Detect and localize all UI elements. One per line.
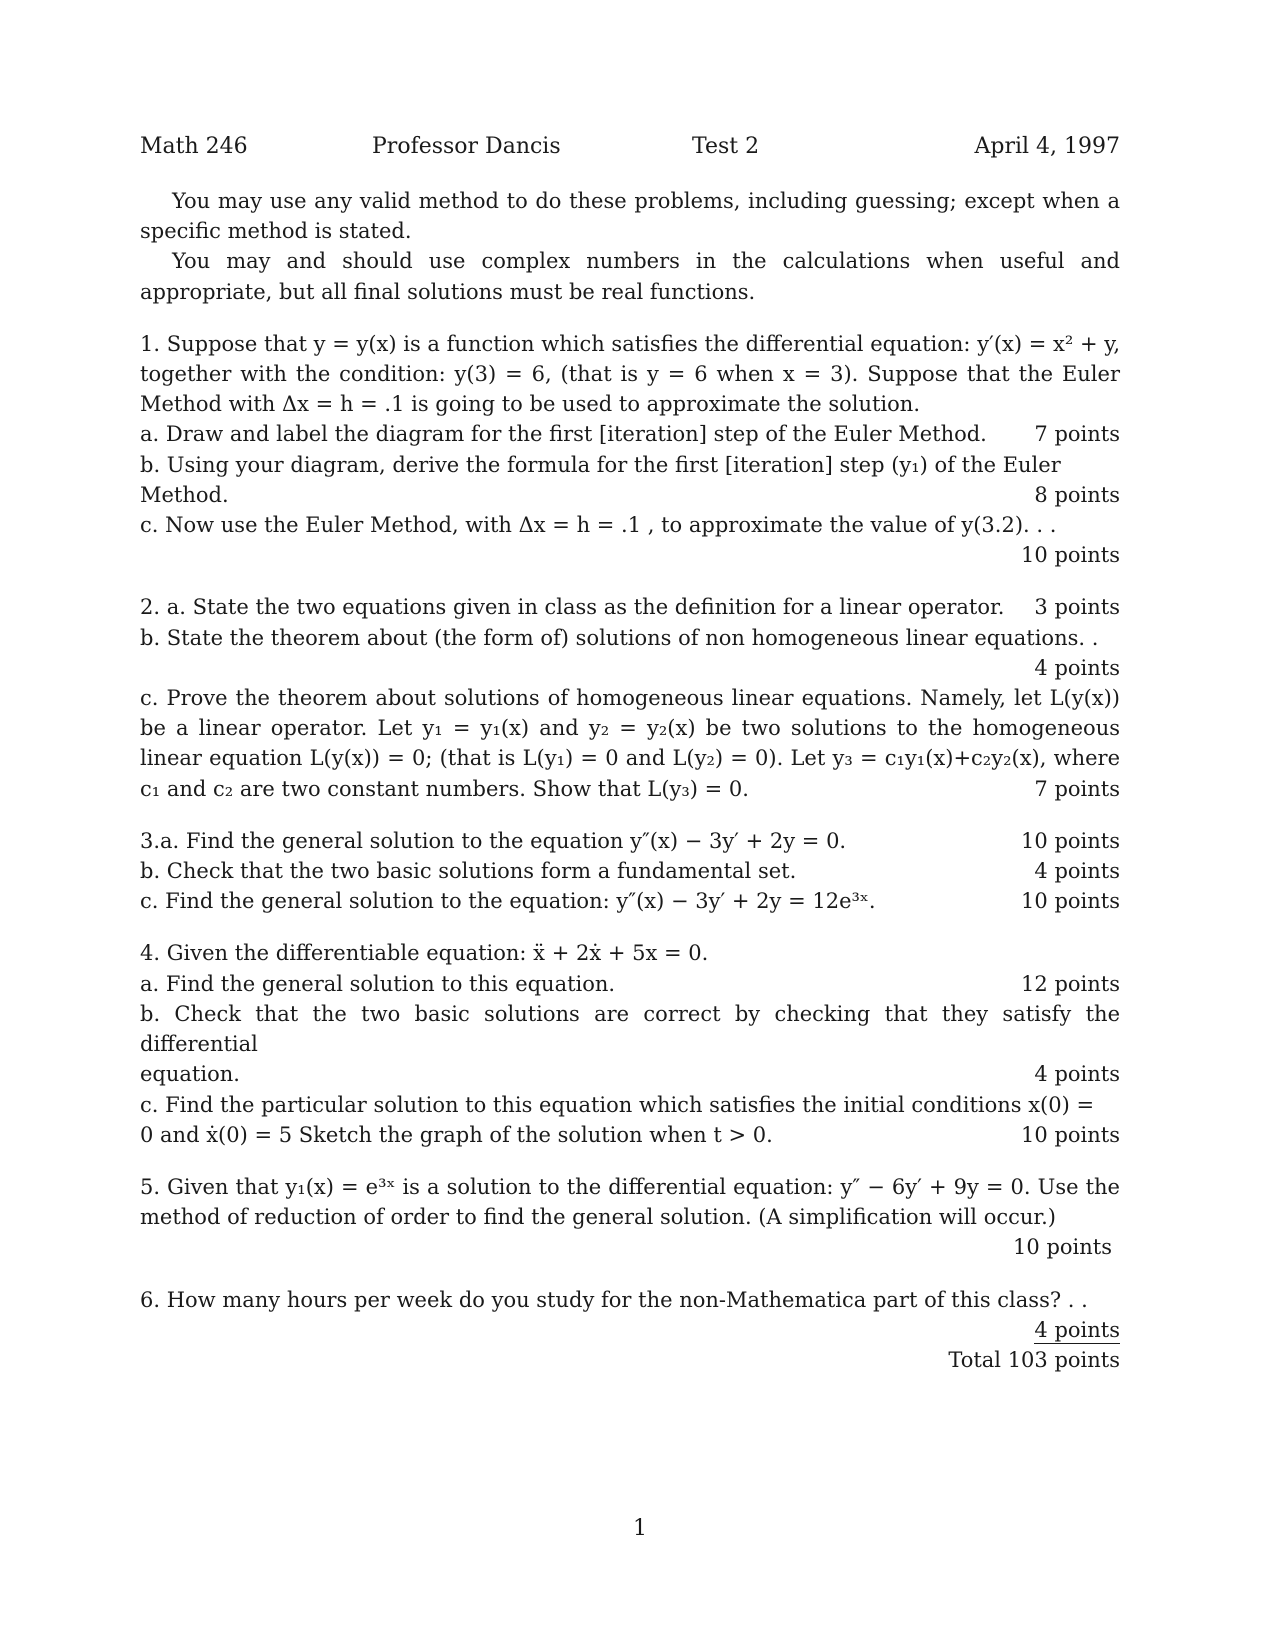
problem-1b-text: b. Using your diagram, derive the formula for the first [iteration] step (y₁) of the Euler xyxy=(140,452,1061,477)
problem-4b-text-cont: equation. xyxy=(140,1062,240,1087)
problem-3c-points: 10 points xyxy=(1021,889,1120,914)
problem-4-stem: 4. Given the differentiable equation: ẍ + 2ẋ + 5x = 0. xyxy=(140,941,709,966)
problem-2b-points: 4 points xyxy=(1034,655,1120,680)
problem-4c-text: c. Find the particular solution to this equation which satisfies the initial conditions x(0) = xyxy=(140,1092,1095,1117)
problem-3a-points: 10 points xyxy=(1021,828,1120,853)
problem-4a-text: a. Find the general solution to this equation. xyxy=(140,971,616,996)
exam-date: April 4, 1997 xyxy=(974,134,1120,159)
professor-name: Professor Dancis xyxy=(372,134,561,159)
problem-2a-text: 2. a. State the two equations given in class as the definition for a linear operator. xyxy=(140,595,1005,620)
problem-6 xyxy=(140,1285,1120,1376)
problem-6-text: 6. How many hours per week do you study for the non-Mathematica part of this class? . . xyxy=(140,1287,1088,1312)
problem-4a xyxy=(140,969,1120,999)
problem-4b-end xyxy=(140,1059,1120,1089)
problem-3a xyxy=(140,826,1120,856)
problem-4b-points: 4 points xyxy=(1034,1062,1120,1087)
problem-1c-text: c. Now use the Euler Method, with Δx = h = .1 , to approximate the value of y(3.2). . . xyxy=(140,513,1057,538)
problem-4b-text: b. Check that the two basic solutions are correct by checking that they satisfy the differential xyxy=(140,1001,1120,1057)
problem-4c-end xyxy=(140,1120,1120,1150)
problem-3c-text: c. Find the general solution to the equation: y″(x) − 3y′ + 2y = 12e³ˣ. xyxy=(140,889,876,914)
problem-4c-text-cont: 0 and ẋ(0) = 5 Sketch the graph of the solution when t > 0. xyxy=(140,1122,773,1147)
problem-3 xyxy=(140,826,1120,917)
problem-5 xyxy=(140,1172,1120,1263)
problem-1b-points: 8 points xyxy=(1034,482,1120,507)
problem-3b-points: 4 points xyxy=(1034,859,1120,884)
problem-4a-points: 12 points xyxy=(1021,971,1120,996)
problem-3b-text: b. Check that the two basic solutions form a fundamental set. xyxy=(140,859,797,884)
problem-1c-points: 10 points xyxy=(1021,543,1120,568)
problem-3b xyxy=(140,856,1120,886)
problem-2c-points: 7 points xyxy=(1034,776,1120,801)
problem-2 xyxy=(140,592,1120,803)
problem-1b-text-cont: Method. xyxy=(140,482,229,507)
problem-1-stem: 1. Suppose that y = y(x) is a function which satisfies the differential equation: y′(x) = x² + y, together with the condition: y(3) = 6, (that is y = 6 when x = 3). Suppose that the Euler Method with Δx = h = .1 is going to be used to approximate the solution. xyxy=(140,331,1120,417)
problem-5-text: 5. Given that y₁(x) = e³ˣ is a solution to the differential equation: y″ − 6y′ + 9y = 0. Use the method of reduction of order to find the general solution. (A simplification will occur.) xyxy=(140,1174,1120,1230)
problem-1a-text: a. Draw and label the diagram for the first [iteration] step of the Euler Method. xyxy=(140,422,987,447)
course-name: Math 246 xyxy=(140,134,248,159)
problem-4c-points: 10 points xyxy=(1021,1122,1120,1147)
problem-4 xyxy=(140,938,1120,1149)
problem-1 xyxy=(140,329,1120,571)
problem-3c xyxy=(140,886,1120,916)
problem-2a-points: 3 points xyxy=(1034,595,1120,620)
problem-2c-text: c. Prove the theorem about solutions of homogeneous linear equations. Namely, let L(y(x)) be a linear operator. Let y₁ = y₁(x) and y₂ = y₂(x) be two solutions to the homogeneous linear equation L(y(x)) = 0; (that is L(y₁) = 0 and L(y₂) = 0). Let y₃ = c₁y₁(x)+c₂y₂(x), where c₁ and c₂ are two constant numbers. Show that L(y₃) = 0. xyxy=(140,686,1120,801)
problem-6-points-line xyxy=(140,1315,1120,1345)
problem-1b-end xyxy=(140,480,1120,510)
problem-1a-points: 7 points xyxy=(1034,422,1120,447)
page-number: 1 xyxy=(633,1516,647,1541)
problem-2b-text: b. State the theorem about (the form of) solutions of non homogeneous linear equations. . xyxy=(140,625,1099,650)
test-title: Test 2 xyxy=(692,134,760,159)
problem-1a xyxy=(140,419,1120,449)
problem-3a-text: 3.a. Find the general solution to the equation y″(x) − 3y′ + 2y = 0. xyxy=(140,828,847,853)
intro-paragraph-2: You may and should use complex numbers in the calculations when useful and appropriate, but all final solutions must be real functions. xyxy=(140,249,1120,304)
exam-body xyxy=(140,186,1120,1375)
problem-2a xyxy=(140,592,1120,622)
intro-paragraph-1: You may use any valid method to do these problems, including guessing; except when a specific method is stated. xyxy=(140,189,1120,244)
total-points: Total 103 points xyxy=(948,1347,1120,1372)
problem-5-points: 10 points xyxy=(1013,1235,1112,1260)
problem-6-points: 4 points xyxy=(1034,1317,1120,1342)
